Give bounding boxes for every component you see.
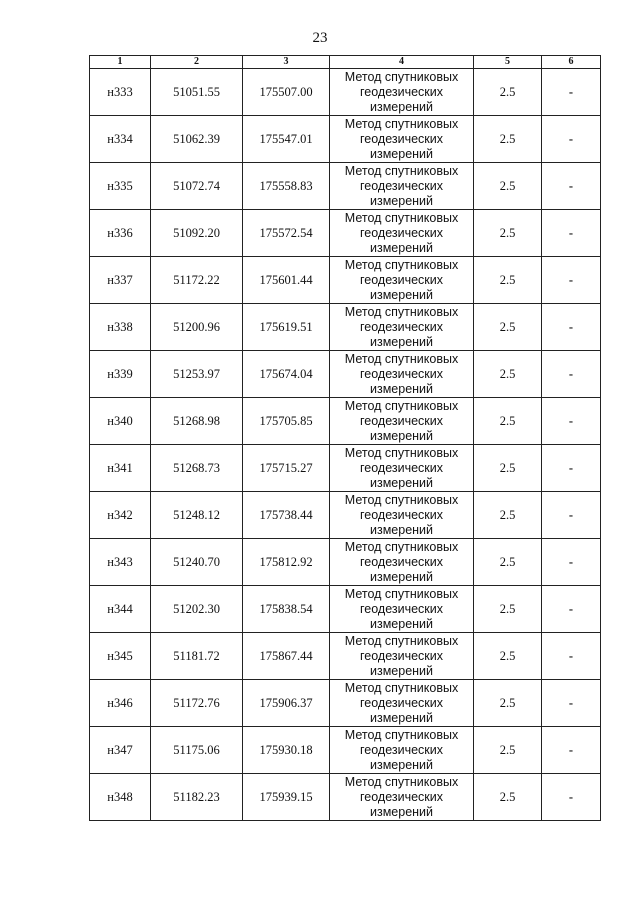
y-coordinate-cell: 175738.44 [243,492,330,539]
column-header: 4 [330,56,474,69]
method-line: геодезических [359,131,443,146]
method-line: геодезических [359,319,443,334]
method-line: измерений [369,240,434,255]
method-line: измерений [369,334,434,349]
method-line: измерений [369,475,434,490]
method-cell [330,257,474,304]
method-cell [330,539,474,586]
method-line: измерений [369,522,434,537]
table-header-row [90,56,601,69]
note-cell: - [542,351,601,398]
method-line: геодезических [359,413,443,428]
x-coordinate-cell: 51181.72 [151,633,243,680]
point-id-cell: н335 [90,163,151,210]
method-line: измерений [369,428,434,443]
method-line: геодезических [359,460,443,475]
method-cell [330,351,474,398]
table-row [90,774,601,821]
accuracy-cell: 2.5 [474,727,542,774]
accuracy-cell: 2.5 [474,163,542,210]
note-cell: - [542,210,601,257]
column-header: 1 [90,56,151,69]
table-row [90,116,601,163]
y-coordinate-cell: 175674.04 [243,351,330,398]
method-line: Метод спутниковых [344,304,459,319]
point-id-cell: н340 [90,398,151,445]
accuracy-cell: 2.5 [474,304,542,351]
x-coordinate-cell: 51268.98 [151,398,243,445]
x-coordinate-cell: 51240.70 [151,539,243,586]
method-line: измерений [369,193,434,208]
method-line: Метод спутниковых [344,774,459,789]
method-line: Метод спутниковых [344,210,459,225]
method-line: геодезических [359,742,443,757]
point-id-cell: н344 [90,586,151,633]
note-cell: - [542,304,601,351]
x-coordinate-cell: 51072.74 [151,163,243,210]
point-id-cell: н338 [90,304,151,351]
table-row [90,727,601,774]
table-row [90,210,601,257]
method-cell [330,492,474,539]
column-header: 3 [243,56,330,69]
table-row [90,351,601,398]
note-cell: - [542,539,601,586]
y-coordinate-cell: 175705.85 [243,398,330,445]
y-coordinate-cell: 175930.18 [243,727,330,774]
table-row [90,633,601,680]
point-id-cell: н333 [90,69,151,116]
y-coordinate-cell: 175838.54 [243,586,330,633]
method-cell [330,163,474,210]
accuracy-cell: 2.5 [474,680,542,727]
y-coordinate-cell: 175812.92 [243,539,330,586]
accuracy-cell: 2.5 [474,586,542,633]
table-row [90,257,601,304]
table-row [90,586,601,633]
table-row [90,398,601,445]
method-line: геодезических [359,507,443,522]
x-coordinate-cell: 51175.06 [151,727,243,774]
method-line: Метод спутниковых [344,492,459,507]
accuracy-cell: 2.5 [474,116,542,163]
accuracy-cell: 2.5 [474,351,542,398]
point-id-cell: н347 [90,727,151,774]
method-line: Метод спутниковых [344,398,459,413]
note-cell: - [542,774,601,821]
note-cell: - [542,116,601,163]
x-coordinate-cell: 51182.23 [151,774,243,821]
accuracy-cell: 2.5 [474,69,542,116]
x-coordinate-cell: 51253.97 [151,351,243,398]
y-coordinate-cell: 175715.27 [243,445,330,492]
method-line: геодезических [359,554,443,569]
accuracy-cell: 2.5 [474,774,542,821]
method-line: геодезических [359,178,443,193]
point-id-cell: н341 [90,445,151,492]
y-coordinate-cell: 175547.01 [243,116,330,163]
x-coordinate-cell: 51200.96 [151,304,243,351]
method-line: измерений [369,710,434,725]
method-line: измерений [369,616,434,631]
method-cell [330,398,474,445]
y-coordinate-cell: 175867.44 [243,633,330,680]
method-cell [330,774,474,821]
method-line: геодезических [359,648,443,663]
method-cell [330,69,474,116]
method-line: Метод спутниковых [344,727,459,742]
accuracy-cell: 2.5 [474,633,542,680]
method-line: Метод спутниковых [344,539,459,554]
note-cell: - [542,257,601,304]
table-row [90,69,601,116]
table-row [90,492,601,539]
note-cell: - [542,445,601,492]
x-coordinate-cell: 51092.20 [151,210,243,257]
note-cell: - [542,633,601,680]
method-line: измерений [369,804,434,819]
x-coordinate-cell: 51051.55 [151,69,243,116]
point-id-cell: н336 [90,210,151,257]
method-line: Метод спутниковых [344,351,459,366]
method-cell [330,680,474,727]
method-line: измерений [369,381,434,396]
x-coordinate-cell: 51172.76 [151,680,243,727]
table-body [90,69,601,821]
method-line: Метод спутниковых [344,69,459,84]
method-cell [330,116,474,163]
y-coordinate-cell: 175507.00 [243,69,330,116]
column-header: 2 [151,56,243,69]
table-row [90,304,601,351]
y-coordinate-cell: 175558.83 [243,163,330,210]
note-cell: - [542,727,601,774]
method-line: геодезических [359,601,443,616]
method-line: геодезических [359,789,443,804]
note-cell: - [542,492,601,539]
accuracy-cell: 2.5 [474,492,542,539]
point-id-cell: н348 [90,774,151,821]
x-coordinate-cell: 51202.30 [151,586,243,633]
accuracy-cell: 2.5 [474,398,542,445]
point-id-cell: н337 [90,257,151,304]
note-cell: - [542,163,601,210]
note-cell: - [542,69,601,116]
method-cell [330,633,474,680]
method-cell [330,445,474,492]
method-line: Метод спутниковых [344,116,459,131]
table-row [90,163,601,210]
column-header: 6 [542,56,601,69]
method-line: геодезических [359,272,443,287]
column-header: 5 [474,56,542,69]
x-coordinate-cell: 51062.39 [151,116,243,163]
method-cell [330,210,474,257]
method-line: измерений [369,663,434,678]
method-line: измерений [369,287,434,302]
point-id-cell: н334 [90,116,151,163]
method-line: измерений [369,569,434,584]
accuracy-cell: 2.5 [474,257,542,304]
method-cell [330,586,474,633]
method-line: измерений [369,99,434,114]
y-coordinate-cell: 175601.44 [243,257,330,304]
method-line: Метод спутниковых [344,257,459,272]
method-line: измерений [369,146,434,161]
point-id-cell: н346 [90,680,151,727]
method-line: измерений [369,757,434,772]
y-coordinate-cell: 175906.37 [243,680,330,727]
table-row [90,445,601,492]
coordinates-table [89,55,601,821]
table-row [90,539,601,586]
x-coordinate-cell: 51248.12 [151,492,243,539]
method-line: Метод спутниковых [344,445,459,460]
y-coordinate-cell: 175619.51 [243,304,330,351]
x-coordinate-cell: 51172.22 [151,257,243,304]
method-line: Метод спутниковых [344,680,459,695]
point-id-cell: н343 [90,539,151,586]
table-row [90,680,601,727]
accuracy-cell: 2.5 [474,210,542,257]
note-cell: - [542,680,601,727]
method-line: геодезических [359,225,443,240]
point-id-cell: н342 [90,492,151,539]
method-line: геодезических [359,84,443,99]
y-coordinate-cell: 175572.54 [243,210,330,257]
point-id-cell: н339 [90,351,151,398]
page-number: 23 [312,30,328,46]
point-id-cell: н345 [90,633,151,680]
method-line: геодезических [359,695,443,710]
accuracy-cell: 2.5 [474,539,542,586]
method-line: Метод спутниковых [344,633,459,648]
method-cell [330,727,474,774]
note-cell: - [542,398,601,445]
method-line: Метод спутниковых [344,163,459,178]
x-coordinate-cell: 51268.73 [151,445,243,492]
y-coordinate-cell: 175939.15 [243,774,330,821]
accuracy-cell: 2.5 [474,445,542,492]
method-line: Метод спутниковых [344,586,459,601]
method-cell [330,304,474,351]
note-cell: - [542,586,601,633]
method-line: геодезических [359,366,443,381]
